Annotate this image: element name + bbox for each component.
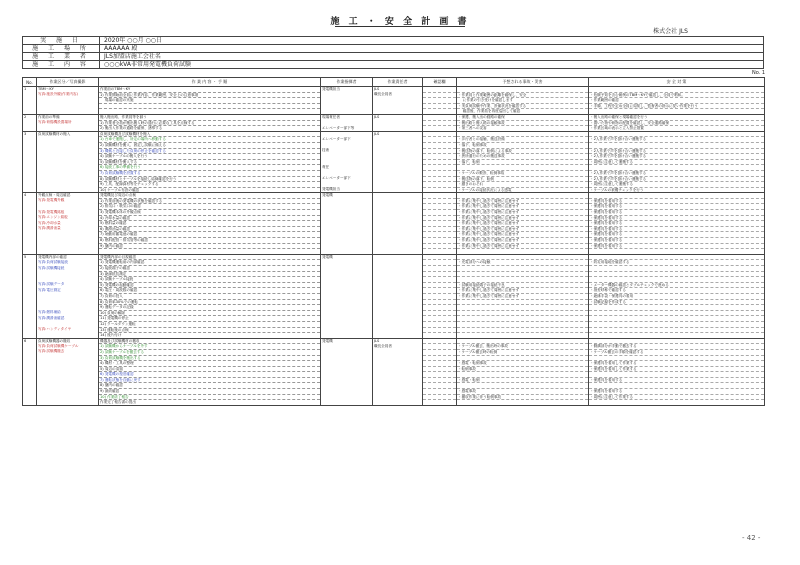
row-leader: 発電機 xyxy=(321,193,373,199)
row-step: 5) 周辺の清掃 xyxy=(99,366,321,372)
row-measure: ・2人作業で声を掛け合い運搬する xyxy=(589,137,765,143)
row-step: 7) 負荷試験機を設置する xyxy=(99,170,321,176)
info-label: 施 工 内 容 xyxy=(23,61,100,69)
row-step: 8) 燃料配管・排気管等の確認 xyxy=(99,238,321,244)
row-step: 1) 試験機からケーブルを外す xyxy=(99,344,321,350)
row-measure: ・保護具を着用する xyxy=(589,198,765,204)
row-measure: ・2人作業で声を掛け合い運搬する xyxy=(589,176,765,182)
row-division: 写真:試験機接続 xyxy=(37,266,99,272)
row-measure: ・置いた物や荷物の配置を確認し、安全通路確保 xyxy=(589,120,765,126)
row-measure: ・手順、工程を定め全員に周知し、監督者の指示に従い作業を行う xyxy=(589,103,765,109)
row-hazard: ・搬出路と搬入路の接触事故 xyxy=(457,120,589,126)
row-measure: ・保護具を着用する xyxy=(589,232,765,238)
row-hazard: ・作業に集中し過ぎて周囲に注意せず xyxy=(457,198,589,204)
table-row xyxy=(23,400,765,406)
row-step: 3) 絶縁抵抗測定 xyxy=(99,271,321,277)
row-division: 写真:試験機撤去 xyxy=(37,349,99,355)
plan-table xyxy=(22,77,765,406)
row-hazard: ・ケーブル撤去時の転倒 xyxy=(457,349,589,355)
row-hazard xyxy=(457,400,589,406)
row-measure: ・2人作業で声を掛け合い運搬する xyxy=(589,170,765,176)
row-leader: エレベーター部下等 xyxy=(321,126,373,132)
row-measure: ・保護具を着用する xyxy=(589,204,765,210)
table-body xyxy=(23,87,765,406)
document-title: 施 工 ・ 安 全 計 画 書 xyxy=(330,17,470,27)
row-leader: 発電機 xyxy=(321,254,373,260)
row-measure: ・試験記録を作成する xyxy=(589,299,765,305)
header-check: 確認欄 xyxy=(423,78,457,87)
row-division: 写真:荷揚機設置場所 xyxy=(37,120,99,126)
row-responsible: JLS xyxy=(373,87,423,93)
row-measure: ・保護具を着用して作業する xyxy=(589,366,765,372)
row-measure: ・保護具を着用する xyxy=(589,226,765,232)
row-step: 1) 発電機運転前の内部確認 xyxy=(99,260,321,266)
row-leader: 責任 xyxy=(321,165,373,171)
row-step: 現場の確認の実施 xyxy=(99,98,321,104)
row-step: 1) 作業前後の発電機の状態を確認する xyxy=(99,198,321,204)
row-hazard: ・作業に集中し過ぎて周囲に注意せず xyxy=(457,221,589,227)
row-step: 9) 盤内の確認 xyxy=(99,243,321,249)
row-step: 1) 作業開始前全員に作業内容、作業範囲、安全上の注意事項 xyxy=(99,92,321,98)
row-measure: ・保護具を着用する xyxy=(589,389,765,395)
row-hazard: ・躓きのおそれ xyxy=(457,182,589,188)
row-hazard: ・ケーブル撤去、搬出時の事故 xyxy=(457,344,589,350)
row-step: 10) 作業終了報告 xyxy=(99,394,321,400)
row-hazard: ・作業に集中し過ぎて周囲に注意せず xyxy=(457,232,589,238)
row-measure: ・保護具を着用する xyxy=(589,210,765,216)
row-division: 写真:負荷試験機ケーブル xyxy=(37,344,99,350)
row-responsible: JLS xyxy=(373,114,423,120)
row-step: 7) 運転状態を自動に戻す xyxy=(99,377,321,383)
row-measure: ・保護具を着用する xyxy=(589,377,765,383)
row-no: 1 xyxy=(23,87,37,93)
row-hazard: ・ケーブルの接続状況による感電 xyxy=(457,187,589,193)
row-step: 負荷試験機及び試験機材を搬入 xyxy=(99,131,321,137)
row-step: 4) 機材・工具の整理 xyxy=(99,361,321,367)
row-no: 4 xyxy=(23,193,37,199)
row-step: 3) 発電機本体の外観点検 xyxy=(99,210,321,216)
row-measure: ・作業区域の表示と立入禁止措置 xyxy=(589,126,765,132)
row-leader: エレベーター部下 xyxy=(321,137,373,143)
row-division: 作業前の準備 xyxy=(37,114,99,120)
row-step: 10) 負荷の解除 xyxy=(99,310,321,316)
row-hazard: ・作業に集中し過ぎて周囲に注意せず xyxy=(457,238,589,244)
table-header-row xyxy=(23,78,765,87)
row-step: 2) 接続端子の確認 xyxy=(99,266,321,272)
row-step: 12) クールダウン運転 xyxy=(99,321,321,327)
row-check xyxy=(423,400,457,406)
row-measure: ・周囲に注意して運搬する xyxy=(589,159,765,165)
row-responsible: 職長全員者 xyxy=(373,344,423,350)
row-measure: ・保護具を着用する xyxy=(589,243,765,249)
row-step: 発電機及び周辺の点検 xyxy=(99,193,321,199)
row-hazard: ・感電・転倒事故 xyxy=(457,361,589,367)
row-division: 写真:潤滑油確認 xyxy=(37,316,99,322)
row-division: 外観点検・周辺確認 xyxy=(37,193,99,199)
header-steps: 作 業 内 容 ・ 手 順 xyxy=(99,78,321,87)
row-measure: ・側溝部分が手動で撤去する xyxy=(589,344,765,350)
row-hazard: ・作業に集中し過ぎて周囲に注意せず xyxy=(457,226,589,232)
row-step: 3) 負荷試験機を搬出する xyxy=(99,355,321,361)
row-step: 2) 排気口・吸気口の確認 xyxy=(99,204,321,210)
header-leader: 作業指揮者 xyxy=(321,78,373,87)
info-value: 2020年 ○○月 ○○日 xyxy=(100,37,764,45)
row-hazard: ・作業に集中し過ぎて周囲に注意せず xyxy=(457,210,589,216)
row-hazard: ・作業員と作業範囲の距離を確保し、安全 xyxy=(457,92,589,98)
row-no: 6 xyxy=(23,338,37,344)
info-row xyxy=(23,37,764,45)
row-step: 8) 盤内の確認 xyxy=(99,383,321,389)
row-division: 写真:燃料補給 xyxy=(37,310,99,316)
row-measure: ・ケーブル撤去の手順を確認する xyxy=(589,349,765,355)
row-responsible: 職長全員者 xyxy=(373,92,423,98)
row-no: 5 xyxy=(23,254,37,260)
row-measure: ・搬入出路の確保と現場確認を行う xyxy=(589,114,765,120)
row-division: 写真:冷却水量 xyxy=(37,221,99,227)
title-underline xyxy=(335,26,465,27)
row-hazard: ・第三者への災害 xyxy=(457,126,589,132)
row-division: 発電機内部の確認 xyxy=(37,254,99,260)
page-number: No. 1 xyxy=(752,70,766,76)
header-responsible: 作業責任者 xyxy=(373,78,423,87)
info-label: 施 工 業 者 xyxy=(23,53,100,61)
row-division: 写真:負荷試験接続 xyxy=(37,260,99,266)
info-label: 施 工 場 所 xyxy=(23,45,100,53)
row-step: 8) 試験機材とケーブルを接続し結線確認を行う xyxy=(99,176,321,182)
row-no xyxy=(23,400,37,406)
row-step: 7) 負荷の投入 xyxy=(99,293,321,299)
header-hazards: 予想される事故・災害 xyxy=(457,78,589,87)
info-row xyxy=(23,61,764,69)
row-measure: ・防災用接地を確認する xyxy=(589,260,765,266)
row-measure: ・指差呼称で確認する xyxy=(589,288,765,294)
header-no: No. xyxy=(23,78,37,87)
info-value: AAAAAA 殿 xyxy=(100,45,764,53)
row-division: 写真:電圧測定 xyxy=(37,288,99,294)
row-hazard: ・作業に集中し過ぎて周囲に注意せず xyxy=(457,204,589,210)
row-measure: ・危険予知を含む朝例のTBM～KYで確認し、全員で唱和。 xyxy=(589,92,765,98)
row-step: 作業完了報告書の提出 xyxy=(99,400,321,406)
row-hazard: ・ケーブルの敷設、転倒事故 xyxy=(457,170,589,176)
header-division: 作業区分／写真撮影 xyxy=(37,78,99,87)
row-hazard: ・転倒事故 xyxy=(457,366,589,372)
row-step: 3) 機械と近接した負荷の停止を確認する xyxy=(99,148,321,154)
row-step: 5) 発電機の起動確認 xyxy=(99,282,321,288)
row-responsible xyxy=(373,400,423,406)
row-responsible: JLS xyxy=(373,131,423,137)
row-hazard: ・充電部分への接触 xyxy=(457,260,589,266)
row-division: 写真:試験データ xyxy=(37,282,99,288)
row-step: 5) 燃料量の確認 xyxy=(99,221,321,227)
row-leader xyxy=(321,400,373,406)
row-leader: 発電機 xyxy=(321,338,373,344)
info-table xyxy=(22,36,764,69)
row-hazard: ・試験用接続端子の接続不良 xyxy=(457,282,589,288)
row-hazard: ・狭所通行のための搬送事故 xyxy=(457,154,589,160)
row-leader: 現場責任者 xyxy=(321,114,373,120)
row-step: 6) 接続工事の準備を行う xyxy=(99,165,321,171)
row-step: 作業前のTBM～KY xyxy=(99,87,321,93)
row-hazard: ・実負荷試験中作業、設備状況を確認する xyxy=(457,103,589,109)
row-hazard: ・作業に集中し過ぎて周囲に注意せず xyxy=(457,215,589,221)
row-measure: ・2人作業で声を掛け合い運搬する xyxy=(589,148,765,154)
row-hazard: ・撤収作業に伴う転倒事故 xyxy=(457,394,589,400)
info-row xyxy=(23,53,764,61)
row-hazard: ・搬送物の落下、転倒 xyxy=(457,176,589,182)
row-step: 6) 潤滑油量の確認 xyxy=(99,226,321,232)
row-step: 搬入搬出路、作業員等を揃う xyxy=(99,114,321,120)
row-measure: ・2人作業で声を掛け合い運搬する xyxy=(589,154,765,160)
info-value: ○○○kVA非常用発電機負荷試験 xyxy=(100,61,764,69)
row-step: 2) 試験機材を搬入、固定し試験に備える xyxy=(99,142,321,148)
row-hazard: ・作業に集中し過ぎて周囲に注意せず xyxy=(457,288,589,294)
row-step: 1) 作業者全員が搬出搬入時の通行に必要な工具を点検する xyxy=(99,120,321,126)
row-measure: ・保護具を着用して作業する xyxy=(589,361,765,367)
row-step: 5) 試験機材を搬入する xyxy=(99,159,321,165)
row-division: 写真:発電機外観 xyxy=(37,198,99,204)
row-measure: ・保護具を着用する xyxy=(589,238,765,244)
row-step: 4) 冷却水量の確認 xyxy=(99,215,321,221)
row-step: 8) 負荷率30%での運転 xyxy=(99,299,321,305)
row-leader: エレベーター部下 xyxy=(321,176,373,182)
row-division: 写真:ハンディタイヤ xyxy=(37,327,99,333)
row-step: 機器及び試験機材の撤収 xyxy=(99,338,321,344)
row-division: TBM～KY xyxy=(37,87,99,93)
row-hazard: ・落下、転倒事故 xyxy=(457,142,589,148)
row-division: 負荷試験機器の撤収 xyxy=(37,338,99,344)
row-leader: 発電機担当 xyxy=(321,187,373,193)
row-division: 写真:エンジン銘板 xyxy=(37,215,99,221)
row-measure: ・ケーブルの被覆チェックを行う xyxy=(589,187,765,193)
row-step: 13) 運転後の点検 xyxy=(99,327,321,333)
row-division xyxy=(37,400,99,406)
row-step: 10) ケーブル布設の確認 xyxy=(99,187,321,193)
row-division: 写真:発電機銘板 xyxy=(37,210,99,216)
row-no: 3 xyxy=(23,131,37,137)
row-step: 4) 試験ケーブル接続 xyxy=(99,277,321,283)
row-division: 写真:潤滑油量 xyxy=(37,226,99,232)
info-row xyxy=(23,45,764,53)
info-label: 実 施 日 xyxy=(23,37,100,45)
row-hazard: ・保護、搬入出の経路の確保 xyxy=(457,114,589,120)
row-measure: ・絶縁手袋・保護具の着用 xyxy=(589,293,765,299)
row-measure: ・周囲に注意して作業する xyxy=(589,394,765,400)
row-hazard: ・歩行者との接触、搬送設備 xyxy=(457,137,589,143)
row-step: 11) 発電機の停止 xyxy=(99,316,321,322)
row-measure: ・メーター機器の確認とダブルチェックで進める xyxy=(589,282,765,288)
page-footer: - 42 - xyxy=(742,534,761,542)
row-step: 9) 工具、配線資材等をチェックする xyxy=(99,182,321,188)
row-step: 6) 電圧・周波数の確認 xyxy=(99,288,321,294)
row-hazard: ・作業に集中し過ぎて周囲に注意せず xyxy=(457,243,589,249)
row-hazard: ・感電・転倒 xyxy=(457,377,589,383)
row-division: 負荷試験機材の搬入 xyxy=(37,131,99,137)
row-measure: ・保護具を着用する xyxy=(589,221,765,227)
row-leader: 技術 xyxy=(321,148,373,154)
company-name: 株式会社 JLS xyxy=(653,28,688,35)
row-hazard: ・感電事故 xyxy=(457,389,589,395)
row-measure xyxy=(589,400,765,406)
row-step: 14) 後片付け xyxy=(99,333,321,339)
row-no: 2 xyxy=(23,114,37,120)
row-measure: ・作業範囲の確認 xyxy=(589,98,765,104)
row-step: 4) 試験ケーブルの搬入を行う xyxy=(99,154,321,160)
header-measures: 安 全 対 策 xyxy=(589,78,765,87)
row-hazard: ・搬送物の落下、転倒による事故 xyxy=(457,148,589,154)
row-measure: ・保護具を着用する xyxy=(589,215,765,221)
info-value: JLS加盟店施工会社名 xyxy=(100,53,764,61)
row-step: 2) 搬出入作業の通路を確保、誘導する xyxy=(99,126,321,132)
row-division: 写真:施設外観(作業内容) xyxy=(37,92,99,98)
row-step: 発電機内部の目視確認 xyxy=(99,254,321,260)
row-leader: 発電機担当 xyxy=(321,87,373,93)
row-step: 7) 始動用蓄電池の確認 xyxy=(99,232,321,238)
row-hazard: ・作業に集中し過ぎて周囲に注意せず xyxy=(457,293,589,299)
row-step: 9) 運転データの記録 xyxy=(99,305,321,311)
row-step: 1) 台車で運搬し、所定の場所へ移動する xyxy=(99,137,321,143)
row-measure: ・周囲に注意して運搬する xyxy=(589,182,765,188)
row-responsible: JLS xyxy=(373,338,423,344)
row-step: 2) 試験ケーブルを撤去する xyxy=(99,349,321,355)
row-hazard: ・落下、転倒 xyxy=(457,159,589,165)
row-step: 6) 発電機の復旧確認 xyxy=(99,372,321,378)
row-hazard: に作業の引き受けを確認します xyxy=(457,98,589,104)
row-hazard: 確認後、作業員を再度巡回して確認 xyxy=(457,109,589,115)
row-step: 9) 最終確認 xyxy=(99,389,321,395)
